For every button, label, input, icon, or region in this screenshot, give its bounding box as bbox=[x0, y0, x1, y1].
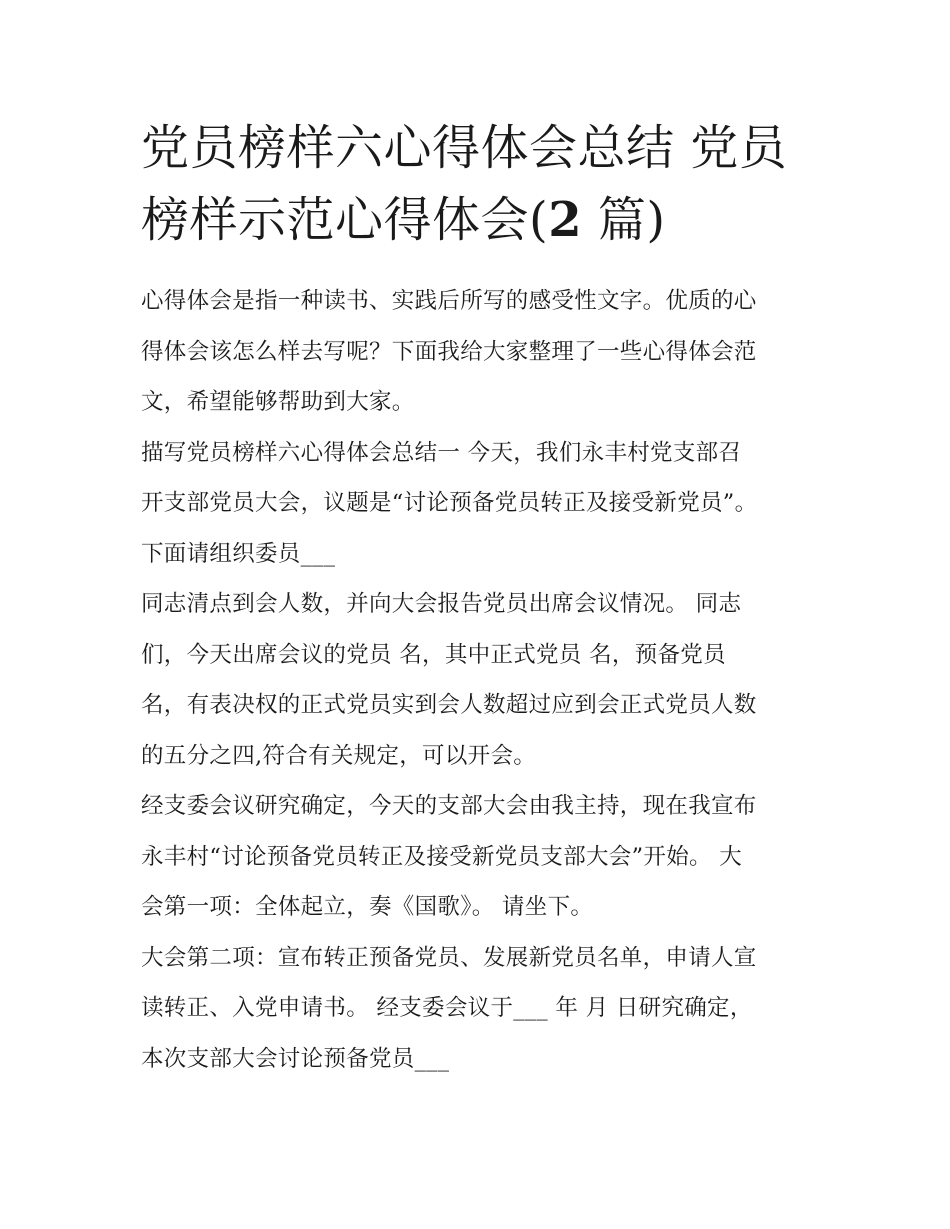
document-title bbox=[141, 112, 821, 256]
body-line: 大会第二项：宣布转正预备党员、发展新党员名单，申请人宣 bbox=[141, 944, 757, 971]
body-line: 经支委会议研究确定，今天的支部大会由我主持，现在我宣布 bbox=[141, 793, 757, 819]
title-line-1: 党员榜样六心得体会总结 党员 bbox=[141, 120, 788, 176]
body-line: 同志清点到会人数，并向大会报告党员出席会议情况。 同志 bbox=[141, 591, 742, 617]
title-line-2: 榜样示范心得体会( bbox=[141, 192, 549, 248]
body-line: 文，希望能够帮助到大家。 bbox=[141, 389, 415, 415]
body-line: 描写党员榜样六心得体会总结一 今天，我们永丰村党支部召 bbox=[141, 439, 742, 466]
body-line: 名，有表决权的正式党员实到会人数超过应到会正式党员人数 bbox=[141, 692, 757, 718]
title-count: 2 bbox=[548, 192, 583, 248]
body-line: 的五分之四,符合有关规定，可以开会。 bbox=[141, 742, 537, 769]
body-line: 得体会该怎么样去写呢？下面我给大家整理了一些心得体会范 bbox=[141, 338, 757, 365]
body-line: 永丰村“讨论预备党员转正及接受新党员支部大会”开始。 大 bbox=[141, 843, 743, 870]
body-line: 开支部党员大会，议题是“讨论预备党员转正及接受新党员”。 bbox=[141, 490, 758, 516]
document-body bbox=[141, 276, 813, 1084]
body-line: 会第一项：全体起立，奏《国歌》。 请坐下。 bbox=[141, 894, 594, 920]
body-line: 本次支部大会讨论预备党员___ bbox=[141, 1045, 450, 1072]
body-line: 读转正、入党申请书。 经支委会议于___ 年 月 日研究确定， bbox=[141, 995, 753, 1021]
title-suffix: 篇) bbox=[582, 192, 666, 248]
body-line: 下面请组织委员___ bbox=[141, 540, 336, 567]
body-line: 们，今天出席会议的党员 名，其中正式党员 名，预备党员 bbox=[141, 641, 726, 668]
body-line: 心得体会是指一种读书、实践后所写的感受性文字。优质的心 bbox=[141, 288, 757, 314]
